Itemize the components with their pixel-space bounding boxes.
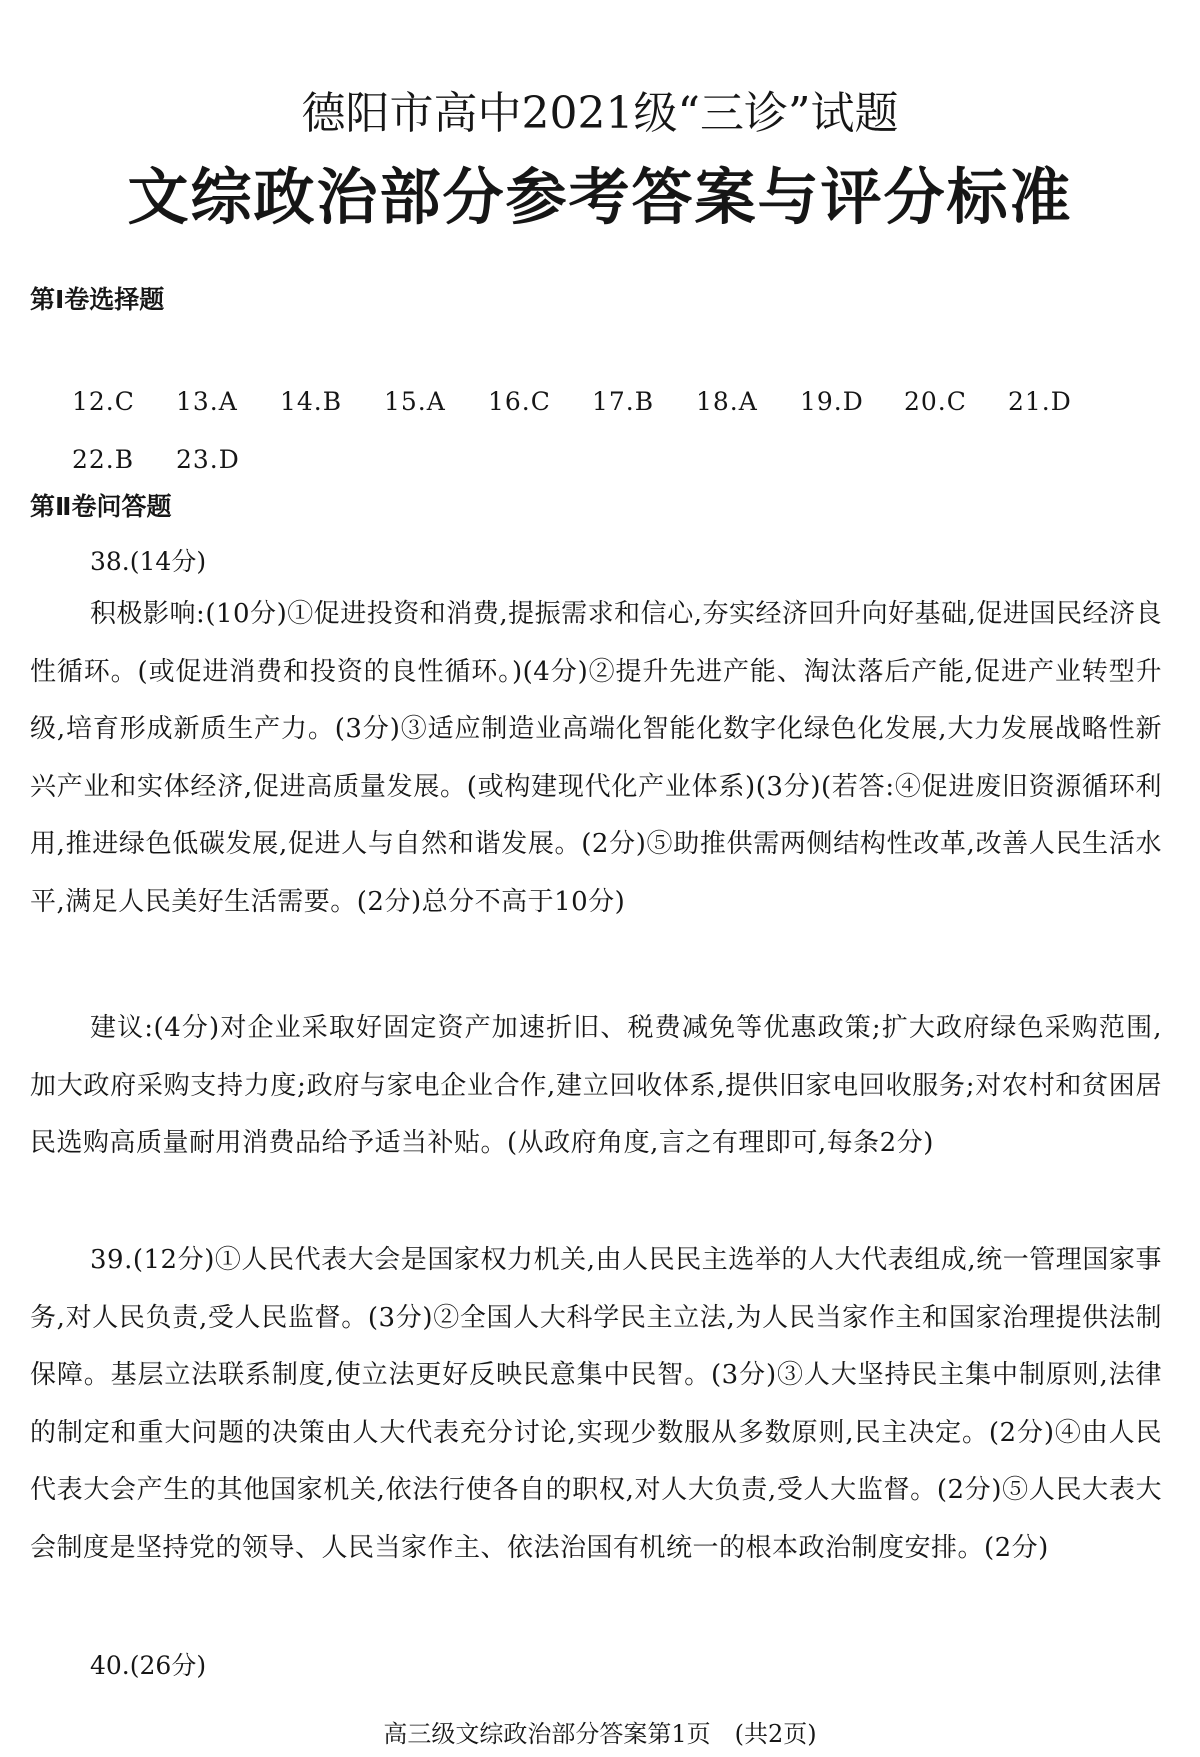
choice-answers — [72, 372, 1172, 488]
answer-item: 23.D — [176, 444, 240, 474]
answer-item: 12.C — [72, 386, 135, 416]
question-39-paragraph: 39.(12分)①人民代表大会是国家权力机关,由人民民主选举的人大代表组成,统一管理国家事务,对人民负责,受人民监督。(3分)②全国人大科学民主立法,为人民当家作主和国家治理提供法制保障。基层立法联系制度,使立法更好反映民意集中民智。(3分)③人大坚持民主集中制原则,法律的制定和重大问题的决策由人大代表充分讨论,实现少数服从多数原则,民主决定。(2分)④由人民代表大会产生的其他国家机关,依法行使各自的职权,对人大负责,受人大监督。(2分)⑤人民大表大会制度是坚持党的领导、人民当家作主、依法治国有机统一的根本政治制度安排。(2分) — [30, 1245, 1162, 1563]
answer-item: 20.C — [904, 386, 967, 416]
question-40-heading: 40.(26分) — [90, 1651, 207, 1680]
answer-row-2 — [72, 430, 1172, 488]
exam-title: 德阳市高中2021级“三诊”试题 — [301, 88, 899, 139]
answer-item: 19.D — [800, 386, 864, 416]
answer-row-1 — [72, 372, 1172, 430]
page-footer: 高三级文综政治部分答案第1页 (共2页) — [383, 1720, 817, 1748]
question-38-impact-paragraph: 积极影响:(10分)①促进投资和消费,提振需求和信心,夯实经济回升向好基础,促进国民经济良性循环。(或促进消费和投资的良性循环。)(4分)②提升先进产能、淘汰落后产能,促进产业转型升级,培育形成新质生产力。(3分)③适应制造业高端化智能化数字化绿色化发展,大力发展战略性新兴产业和实体经济,促进高质量发展。(或构建现代化产业体系)(3分)(若答:④促进废旧资源循环利用,推进绿色低碳发展,促进人与自然和谐发展。(2分)⑤助推供需两侧结构性改革,改善人民生活水平,满足人民美好生活需要。(2分)总分不高于10分) — [30, 599, 1162, 917]
answer-item: 13.A — [176, 386, 238, 416]
section-2-heading: 第Ⅱ卷问答题 — [30, 492, 172, 521]
answer-item: 14.B — [280, 386, 343, 416]
question-38-suggestion-paragraph: 建议:(4分)对企业采取好固定资产加速折旧、税费减免等优惠政策;扩大政府绿色采购范围,加大政府采购支持力度;政府与家电企业合作,建立回收体系,提供旧家电回收服务;对农村和贫困居民选购高质量耐用消费品给予适当补贴。(从政府角度,言之有理即可,每条2分) — [30, 1013, 1162, 1158]
answer-item: 21.D — [1008, 386, 1072, 416]
question-38-heading: 38.(14分) — [90, 547, 207, 576]
answer-item: 16.C — [488, 386, 551, 416]
answer-item: 22.B — [72, 444, 135, 474]
answer-item: 18.A — [696, 386, 758, 416]
section-1-heading: 第Ⅰ卷选择题 — [30, 285, 165, 314]
answer-item: 15.A — [384, 386, 446, 416]
document-title: 文综政治部分参考答案与评分标准 — [127, 162, 1073, 233]
answer-item: 17.B — [592, 386, 655, 416]
